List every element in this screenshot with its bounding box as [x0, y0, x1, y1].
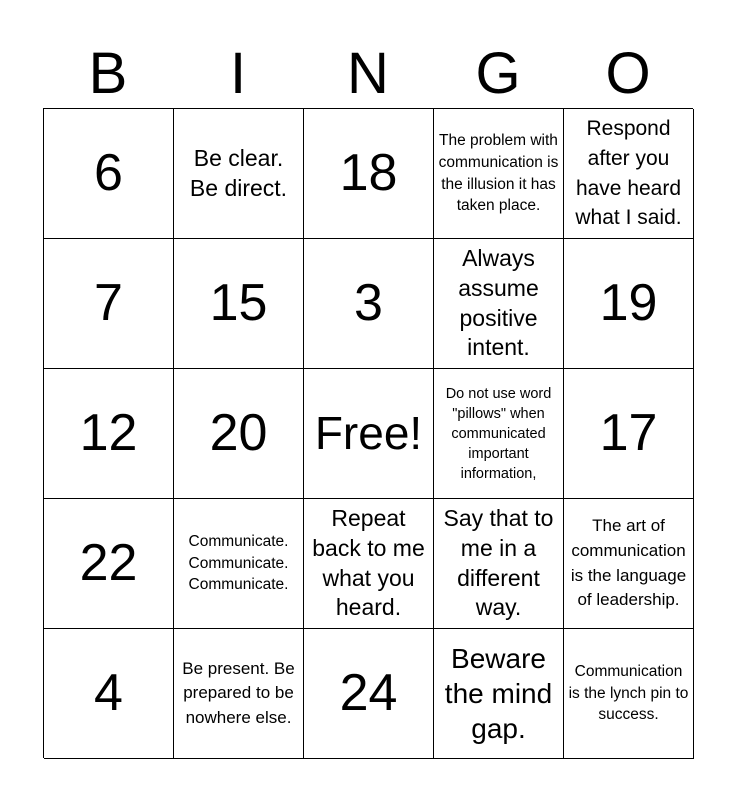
- bingo-cell: [564, 109, 694, 239]
- cell-text: Repeat back to me what you heard.: [312, 504, 425, 621]
- free-space-cell: [304, 369, 434, 499]
- cell-text: 24: [339, 663, 398, 722]
- bingo-cell: [44, 629, 174, 759]
- cell-text: 7: [94, 273, 123, 332]
- cell-text: The problem with communication is the illusion it has taken place.: [438, 132, 559, 215]
- free-space-text: Free!: [314, 407, 423, 460]
- cell-text: Do not use word "pillows" when communicated important information,: [445, 385, 552, 482]
- header-letter-o: O: [605, 41, 651, 106]
- header-letter-n: N: [347, 41, 389, 106]
- bingo-cell: [304, 629, 434, 759]
- cell-text: 4: [94, 663, 123, 722]
- cell-text: Beware the mind gap.: [444, 643, 553, 744]
- cell-text: 15: [209, 273, 268, 332]
- cell-text: 3: [354, 273, 383, 332]
- bingo-cell: [44, 499, 174, 629]
- bingo-cell: [44, 109, 174, 239]
- cell-text: 20: [209, 403, 268, 462]
- bingo-cell: [564, 369, 694, 499]
- bingo-cell: [564, 629, 694, 759]
- bingo-cell: [564, 499, 694, 629]
- bingo-cell: [44, 239, 174, 369]
- bingo-cell: [434, 109, 564, 239]
- bingo-cell: [174, 629, 304, 759]
- cell-text: Respond after you have heard what I said.: [575, 116, 682, 230]
- cell-text: The art of communication is the language of leadership.: [570, 516, 687, 610]
- cell-text: 6: [94, 143, 123, 202]
- bingo-cell: [304, 239, 434, 369]
- bingo-cell: [174, 369, 304, 499]
- bingo-cell: [434, 499, 564, 629]
- cell-text: 22: [79, 533, 138, 592]
- cell-text: 17: [599, 403, 658, 462]
- header-letter-b: B: [88, 41, 128, 106]
- bingo-cell: [434, 239, 564, 369]
- bingo-header: [43, 40, 693, 108]
- bingo-cell: [174, 109, 304, 239]
- bingo-cell: [304, 109, 434, 239]
- cell-text: Always assume positive intent.: [458, 244, 539, 361]
- cell-text: 12: [79, 403, 138, 462]
- cell-text: Communicate. Communicate. Communicate.: [188, 532, 289, 594]
- cell-text: Say that to me in a different way.: [443, 504, 554, 621]
- bingo-board: [43, 108, 693, 758]
- cell-text: Be clear. Be direct.: [189, 144, 288, 201]
- cell-text: 18: [339, 143, 398, 202]
- cell-text: Be present. Be prepared to be nowhere else.: [182, 658, 295, 727]
- bingo-cell: [44, 369, 174, 499]
- header-letter-g: G: [475, 41, 521, 106]
- cell-text: Communication is the lynch pin to success.: [568, 662, 689, 724]
- bingo-cell: [174, 499, 304, 629]
- bingo-cell: [304, 499, 434, 629]
- bingo-cell: [434, 369, 564, 499]
- header-letter-i: I: [229, 41, 247, 106]
- bingo-cell: [564, 239, 694, 369]
- cell-text: 19: [599, 273, 658, 332]
- bingo-cell: [434, 629, 564, 759]
- bingo-cell: [174, 239, 304, 369]
